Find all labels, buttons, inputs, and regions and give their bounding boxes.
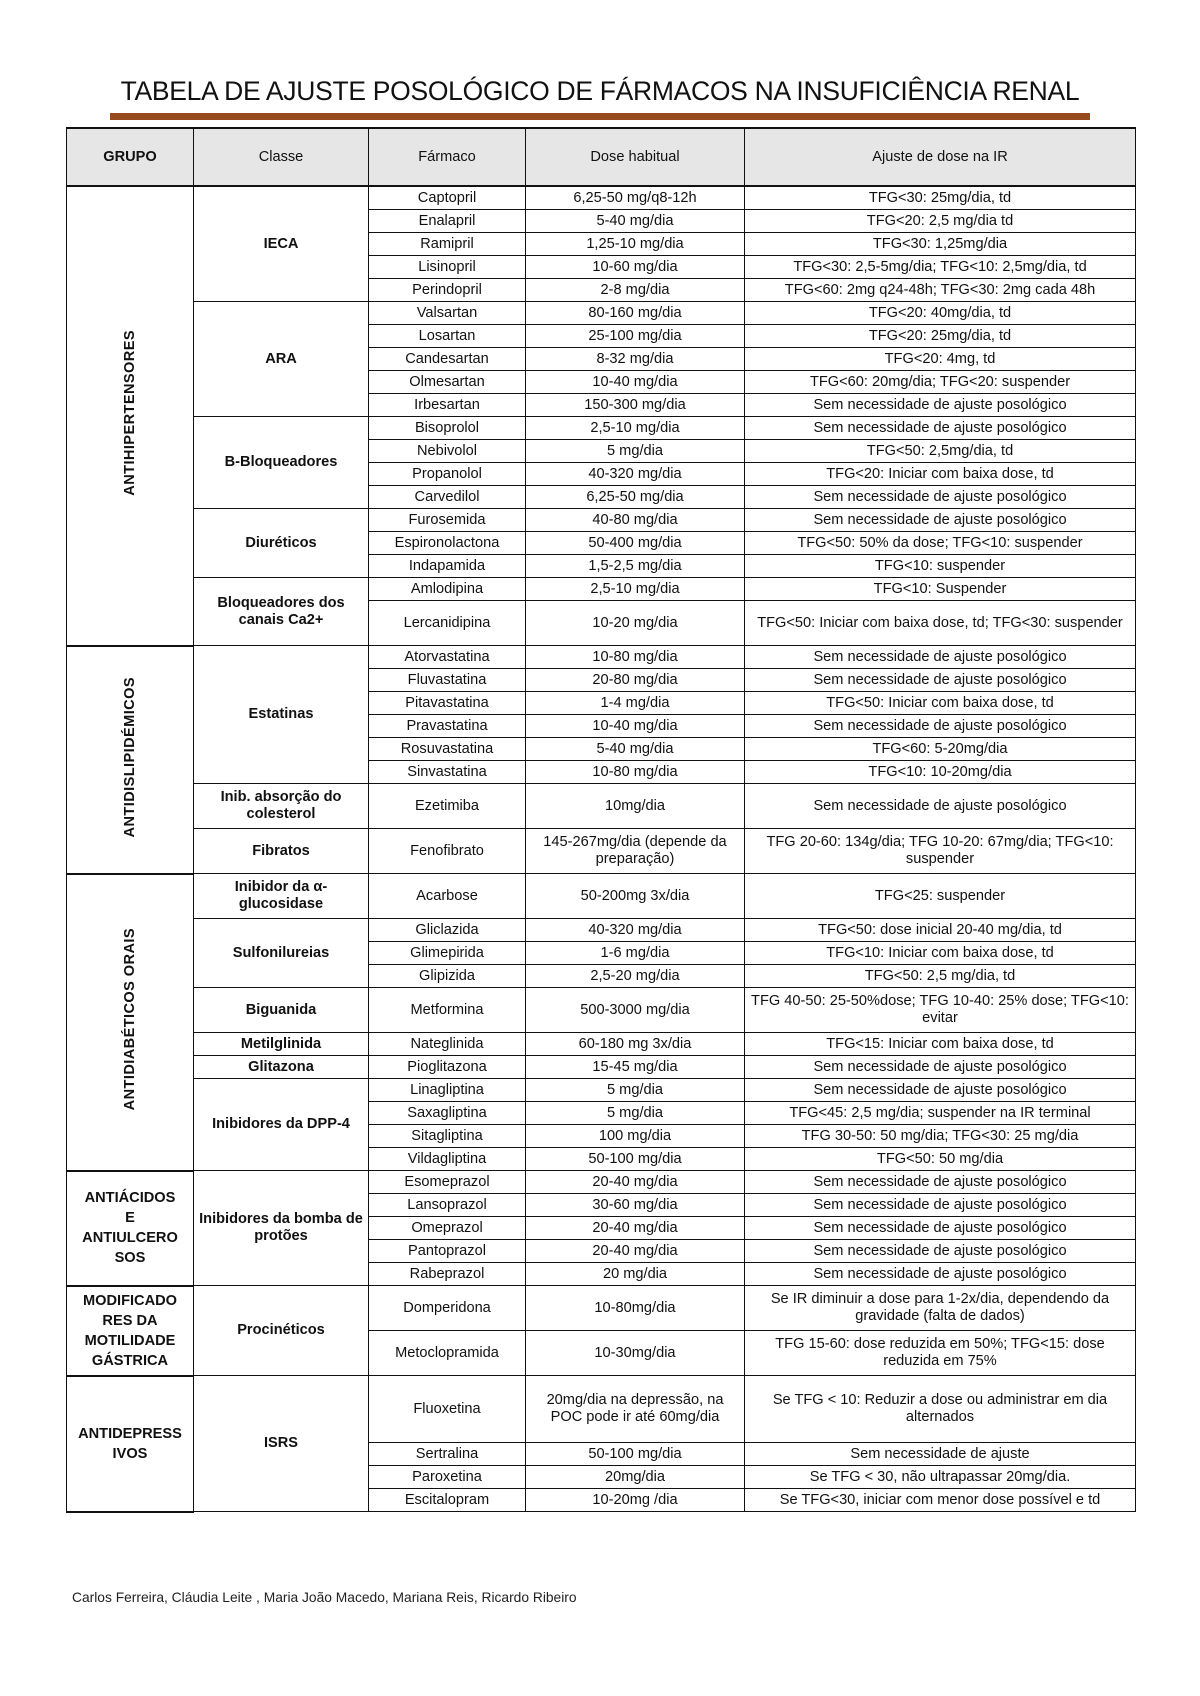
adjust-cell: TFG<15: Iniciar com baixa dose, td [745,1033,1136,1056]
dose-cell: 10-80 mg/dia [526,761,745,784]
table-row [67,578,1136,601]
drug-cell: Carvedilol [369,486,526,509]
dose-cell: 6,25-50 mg/q8-12h [526,186,745,210]
dose-cell: 10-40 mg/dia [526,715,745,738]
group-cell [67,646,194,874]
adjust-cell: TFG<50: 2,5mg/dia, td [745,440,1136,463]
drug-cell: Linagliptina [369,1079,526,1102]
drug-cell: Domperidona [369,1286,526,1331]
drug-cell: Olmesartan [369,371,526,394]
dose-cell: 50-400 mg/dia [526,532,745,555]
adjust-cell: TFG<10: suspender [745,555,1136,578]
group-cell [67,874,194,1171]
drug-cell: Atorvastatina [369,646,526,669]
dose-cell: 20mg/dia [526,1466,745,1489]
dose-cell: 5-40 mg/dia [526,210,745,233]
group-label: ANTIDIABÉTICOS ORAIS [121,928,138,1111]
dose-cell: 1-6 mg/dia [526,942,745,965]
header-classe: Classe [194,128,369,186]
table-row [67,988,1136,1033]
drug-cell: Nebivolol [369,440,526,463]
dose-cell: 20mg/dia na depressão, na POC pode ir até 60mg/dia [526,1376,745,1443]
drug-cell: Irbesartan [369,394,526,417]
table-row [67,1171,1136,1194]
drug-cell: Fluoxetina [369,1376,526,1443]
table-row [67,186,1136,210]
dose-cell: 8-32 mg/dia [526,348,745,371]
dose-cell: 10-80 mg/dia [526,646,745,669]
adjust-cell: TFG<20: 4mg, td [745,348,1136,371]
adjust-cell: TFG<50: 2,5 mg/dia, td [745,965,1136,988]
title-underline [110,113,1090,120]
class-cell: Metilglinida [194,1033,369,1056]
group-cell [67,1286,194,1376]
drug-cell: Fenofibrato [369,829,526,874]
dose-cell: 50-100 mg/dia [526,1148,745,1171]
dose-cell: 5 mg/dia [526,440,745,463]
dose-cell: 2,5-20 mg/dia [526,965,745,988]
table-row [67,1033,1136,1056]
adjust-cell: Sem necessidade de ajuste posológico [745,509,1136,532]
adjust-cell: Sem necessidade de ajuste posológico [745,1079,1136,1102]
drug-cell: Escitalopram [369,1489,526,1512]
adjust-cell: TFG<10: 10-20mg/dia [745,761,1136,784]
drug-cell: Fluvastatina [369,669,526,692]
class-cell: Diuréticos [194,509,369,578]
class-cell: B-Bloqueadores [194,417,369,509]
class-cell: IECA [194,186,369,302]
drug-cell: Pantoprazol [369,1240,526,1263]
dose-cell: 1-4 mg/dia [526,692,745,715]
drug-cell: Ramipril [369,233,526,256]
dose-cell: 40-320 mg/dia [526,919,745,942]
table-header-row [67,128,1136,186]
class-cell: Estatinas [194,646,369,784]
dose-cell: 20 mg/dia [526,1263,745,1286]
table-row [67,417,1136,440]
adjust-cell: TFG<20: Iniciar com baixa dose, td [745,463,1136,486]
adjust-cell: TFG<60: 5-20mg/dia [745,738,1136,761]
table-row [67,302,1136,325]
group-label: ANTIDISLIPIDÉMICOS [121,676,138,838]
adjust-cell: Se TFG<30, iniciar com menor dose possível e td [745,1489,1136,1512]
dose-cell: 5 mg/dia [526,1102,745,1125]
dose-cell: 145-267mg/dia (depende da preparação) [526,829,745,874]
drug-cell: Nateglinida [369,1033,526,1056]
class-cell: Bloqueadores dos canais Ca2+ [194,578,369,646]
drug-cell: Rosuvastatina [369,738,526,761]
class-cell: Fibratos [194,829,369,874]
drug-cell: Valsartan [369,302,526,325]
table-row [67,1056,1136,1079]
drug-cell: Sertralina [369,1443,526,1466]
adjust-cell: Sem necessidade de ajuste posológico [745,715,1136,738]
header-grupo: GRUPO [67,128,194,186]
drug-cell: Metformina [369,988,526,1033]
dose-cell: 150-300 mg/dia [526,394,745,417]
dose-cell: 2-8 mg/dia [526,279,745,302]
drug-cell: Espironolactona [369,532,526,555]
adjust-cell: Sem necessidade de ajuste [745,1443,1136,1466]
adjust-cell: Sem necessidade de ajuste posológico [745,1263,1136,1286]
header-farmaco: Fármaco [369,128,526,186]
dose-cell: 10-20mg /dia [526,1489,745,1512]
drug-cell: Amlodipina [369,578,526,601]
drug-cell: Lercanidipina [369,601,526,646]
drug-cell: Vildagliptina [369,1148,526,1171]
dose-cell: 5-40 mg/dia [526,738,745,761]
header-dose-habitual: Dose habitual [526,128,745,186]
dose-cell: 50-200mg 3x/dia [526,874,745,919]
adjust-cell: Sem necessidade de ajuste posológico [745,646,1136,669]
class-cell: Inib. absorção do colesterol [194,784,369,829]
page-title: TABELA DE AJUSTE POSOLÓGICO DE FÁRMACOS NA INSUFICIÊNCIA RENAL [120,76,1080,106]
adjust-cell: Sem necessidade de ajuste posológico [745,1056,1136,1079]
class-cell: ARA [194,302,369,417]
dose-cell: 10mg/dia [526,784,745,829]
drug-cell: Bisoprolol [369,417,526,440]
dose-cell: 40-320 mg/dia [526,463,745,486]
dose-cell: 80-160 mg/dia [526,302,745,325]
adjust-cell: TFG<10: Suspender [745,578,1136,601]
drug-cell: Omeprazol [369,1217,526,1240]
adjust-cell: TFG<50: Iniciar com baixa dose, td [745,692,1136,715]
drug-cell: Furosemida [369,509,526,532]
adjust-cell: TFG<30: 2,5-5mg/dia; TFG<10: 2,5mg/dia, td [745,256,1136,279]
group-cell [67,1171,194,1286]
drug-cell: Glipizida [369,965,526,988]
dose-cell: 500-3000 mg/dia [526,988,745,1033]
drug-cell: Lisinopril [369,256,526,279]
drug-cell: Saxagliptina [369,1102,526,1125]
table-row [67,1286,1136,1331]
drug-cell: Pravastatina [369,715,526,738]
adjust-cell: TFG<30: 25mg/dia, td [745,186,1136,210]
dose-cell: 30-60 mg/dia [526,1194,745,1217]
class-cell: Sulfonilureias [194,919,369,988]
adjust-cell: TFG<45: 2,5 mg/dia; suspender na IR terminal [745,1102,1136,1125]
adjust-cell: Sem necessidade de ajuste posológico [745,784,1136,829]
adjust-cell: TFG 20-60: 134g/dia; TFG 10-20: 67mg/dia; TFG<10: suspender [745,829,1136,874]
adjust-cell: Se TFG < 30, não ultrapassar 20mg/dia. [745,1466,1136,1489]
drug-cell: Paroxetina [369,1466,526,1489]
class-cell: Procinéticos [194,1286,369,1376]
drug-cell: Enalapril [369,210,526,233]
adjust-cell: TFG<50: dose inicial 20-40 mg/dia, td [745,919,1136,942]
class-cell: Glitazona [194,1056,369,1079]
group-cell [67,1376,194,1512]
drug-cell: Pitavastatina [369,692,526,715]
table-row [67,829,1136,874]
dose-cell: 15-45 mg/dia [526,1056,745,1079]
adjust-cell: Sem necessidade de ajuste posológico [745,1240,1136,1263]
drug-cell: Sinvastatina [369,761,526,784]
header-ajuste-ir: Ajuste de dose na IR [745,128,1136,186]
table-body [67,186,1136,1512]
dose-cell: 20-40 mg/dia [526,1171,745,1194]
table-row [67,1376,1136,1443]
class-cell: Inibidores da DPP-4 [194,1079,369,1171]
dose-cell: 20-80 mg/dia [526,669,745,692]
adjust-cell: TFG<25: suspender [745,874,1136,919]
dose-cell: 2,5-10 mg/dia [526,417,745,440]
adjust-cell: Se IR diminuir a dose para 1-2x/dia, dependendo da gravidade (falta de dados) [745,1286,1136,1331]
drug-cell: Pioglitazona [369,1056,526,1079]
class-cell: Inibidores da bomba de protões [194,1171,369,1286]
drug-cell: Perindopril [369,279,526,302]
class-cell: Inibidor da α-glucosidase [194,874,369,919]
group-cell [67,186,194,646]
adjust-cell: Sem necessidade de ajuste posológico [745,1217,1136,1240]
table-row [67,784,1136,829]
dose-cell: 10-60 mg/dia [526,256,745,279]
dose-cell: 20-40 mg/dia [526,1217,745,1240]
drug-cell: Sitagliptina [369,1125,526,1148]
adjust-cell: TFG 15-60: dose reduzida em 50%; TFG<15: dose reduzida em 75% [745,1331,1136,1376]
adjust-cell: TFG<30: 1,25mg/dia [745,233,1136,256]
authors-footer: Carlos Ferreira, Cláudia Leite , Maria João Macedo, Mariana Reis, Ricardo Ribeiro [72,1590,577,1605]
adjust-cell: TFG<50: Iniciar com baixa dose, td; TFG<30: suspender [745,601,1136,646]
group-label: MODIFICADO RES DA MOTILIDADE GÁSTRICA [82,1292,178,1369]
table-row [67,509,1136,532]
dose-cell: 10-40 mg/dia [526,371,745,394]
drug-cell: Propanolol [369,463,526,486]
drug-cell: Losartan [369,325,526,348]
drug-cell: Metoclopramida [369,1331,526,1376]
adjust-cell: Sem necessidade de ajuste posológico [745,486,1136,509]
dose-cell: 50-100 mg/dia [526,1443,745,1466]
adjust-cell: TFG<60: 20mg/dia; TFG<20: suspender [745,371,1136,394]
adjust-cell: TFG<50: 50% da dose; TFG<10: suspender [745,532,1136,555]
adjust-cell: TFG<20: 25mg/dia, td [745,325,1136,348]
adjust-cell: Sem necessidade de ajuste posológico [745,669,1136,692]
drug-cell: Glimepirida [369,942,526,965]
adjust-cell: TFG 30-50: 50 mg/dia; TFG<30: 25 mg/dia [745,1125,1136,1148]
adjust-cell: TFG 40-50: 25-50%dose; TFG 10-40: 25% dose; TFG<10: evitar [745,988,1136,1033]
dose-cell: 100 mg/dia [526,1125,745,1148]
dose-cell: 25-100 mg/dia [526,325,745,348]
dose-cell: 20-40 mg/dia [526,1240,745,1263]
drug-cell: Ezetimiba [369,784,526,829]
group-label: ANTIHIPERTENSORES [121,330,138,497]
adjust-cell: TFG<20: 2,5 mg/dia td [745,210,1136,233]
table-row [67,919,1136,942]
adjust-cell: Se TFG < 10: Reduzir a dose ou administrar em dia alternados [745,1376,1136,1443]
dose-cell: 1,25-10 mg/dia [526,233,745,256]
adjust-cell: TFG<10: Iniciar com baixa dose, td [745,942,1136,965]
drug-cell: Esomeprazol [369,1171,526,1194]
class-cell: Biguanida [194,988,369,1033]
dose-cell: 10-80mg/dia [526,1286,745,1331]
drug-cell: Acarbose [369,874,526,919]
dose-cell: 10-30mg/dia [526,1331,745,1376]
dose-cell: 40-80 mg/dia [526,509,745,532]
adjust-cell: TFG<60: 2mg q24-48h; TFG<30: 2mg cada 48h [745,279,1136,302]
dose-cell: 10-20 mg/dia [526,601,745,646]
table-row [67,874,1136,919]
adjust-cell: TFG<20: 40mg/dia, td [745,302,1136,325]
dose-cell: 60-180 mg 3x/dia [526,1033,745,1056]
dose-adjustment-table [66,127,1136,1513]
dose-cell: 2,5-10 mg/dia [526,578,745,601]
drug-cell: Lansoprazol [369,1194,526,1217]
dose-cell: 6,25-50 mg/dia [526,486,745,509]
drug-cell: Captopril [369,186,526,210]
adjust-cell: Sem necessidade de ajuste posológico [745,417,1136,440]
dose-cell: 1,5-2,5 mg/dia [526,555,745,578]
adjust-cell: Sem necessidade de ajuste posológico [745,1194,1136,1217]
adjust-cell: Sem necessidade de ajuste posológico [745,1171,1136,1194]
group-label: ANTIÁCIDOS E ANTIULCERO SOS [82,1190,178,1266]
table-row [67,646,1136,669]
drug-cell: Indapamida [369,555,526,578]
drug-cell: Gliclazida [369,919,526,942]
dose-cell: 5 mg/dia [526,1079,745,1102]
table-row [67,1079,1136,1102]
adjust-cell: Sem necessidade de ajuste posológico [745,394,1136,417]
drug-cell: Candesartan [369,348,526,371]
group-label: ANTIDEPRESS IVOS [78,1425,182,1462]
drug-cell: Rabeprazol [369,1263,526,1286]
class-cell: ISRS [194,1376,369,1512]
adjust-cell: TFG<50: 50 mg/dia [745,1148,1136,1171]
